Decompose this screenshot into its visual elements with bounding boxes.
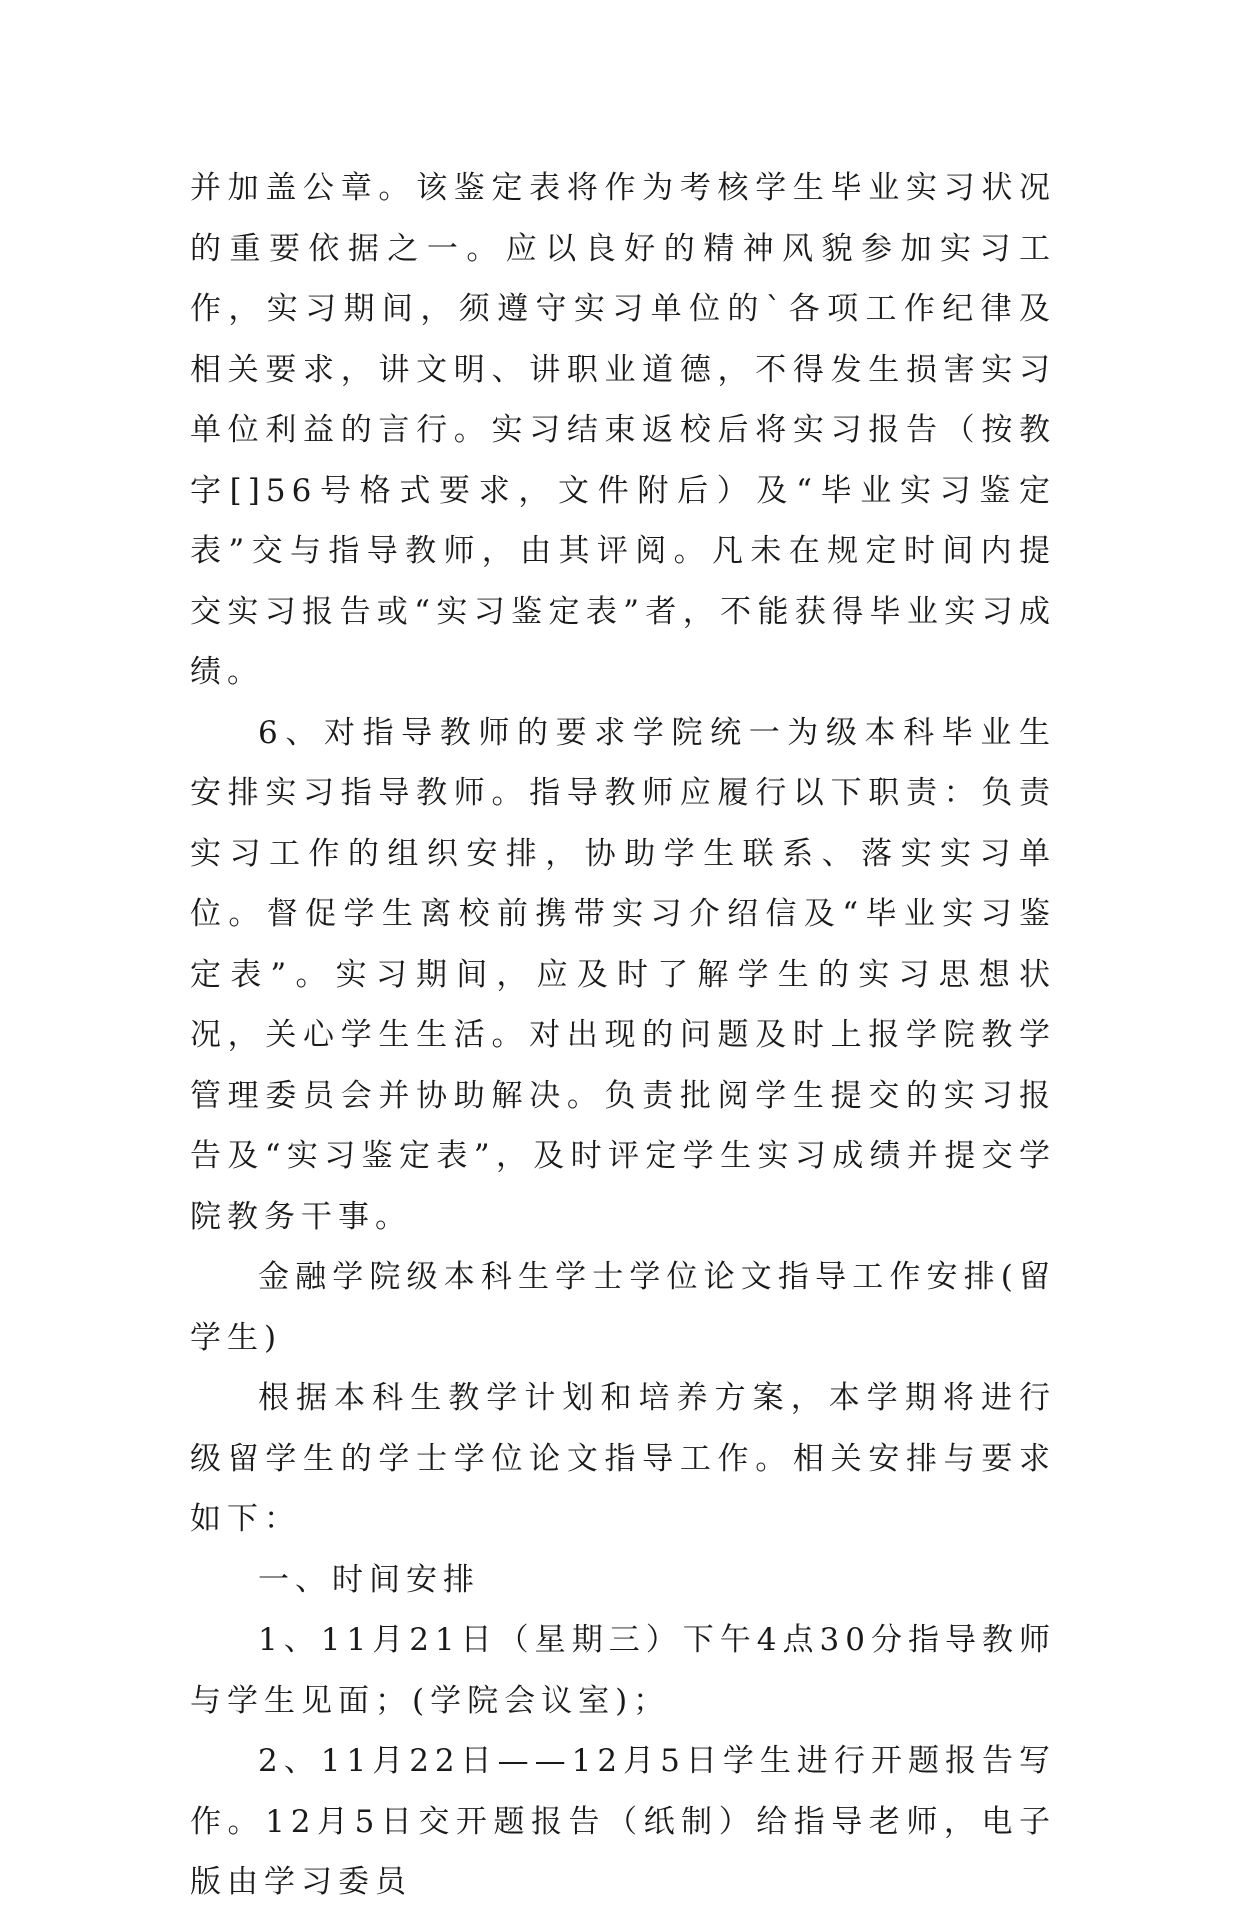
heading-schedule: 一、时间安排 [258, 1561, 480, 1598]
paragraph-thesis-intro: 根据本科生教学计划和培养方案，本学期将进行级留学生的学士学位论文指导工作。相关安排与要求如下： [190, 1380, 1056, 1537]
schedule-item-1: 1、11月21日（星期三）下午4点30分指导教师与学生见面；(学院会议室)； [190, 1622, 1056, 1719]
paragraph-advisor-requirements: 6、对指导教师的要求学院统一为级本科毕业生安排实习指导教师。指导教师应履行以下职责：负责实习工作的组织安排，协助学生联系、落实实习单位。督促学生离校前携带实习介绍信及“毕业实习鉴定表”。实习期间，应及时了解学生的实习思想状况，关心学生生活。对出现的问题及时上报学院教学管理委员会并协助解决。负责批阅学生提交的实习报告及“实习鉴定表”，及时评定学生实习成绩并提交学院教务干事。 [190, 714, 1056, 1235]
document-body [190, 158, 1056, 1913]
section-heading-thesis-guidance: 金融学院级本科生学士学位论文指导工作安排(留学生) [190, 1259, 1056, 1356]
paragraph-evaluation-form: 并加盖公章。该鉴定表将作为考核学生毕业实习状况的重要依据之一。应以良好的精神风貌参加实习工作，实习期间，须遵守实习单位的`各项工作纪律及相关要求，讲文明、讲职业道德，不得发生损害实习单位利益的言行。实习结束返校后将实习报告（按教字[]56号格式要求，文件附后）及“毕业实习鉴定表”交与指导教师，由其评阅。凡未在规定时间内提交实习报告或“实习鉴定表”者，不能获得毕业实习成绩。 [190, 170, 1056, 690]
schedule-item-2: 2、11月22日——12月5日学生进行开题报告写作。12月5日交开题报告（纸制）给指导老师，电子版由学习委员 [190, 1743, 1056, 1900]
